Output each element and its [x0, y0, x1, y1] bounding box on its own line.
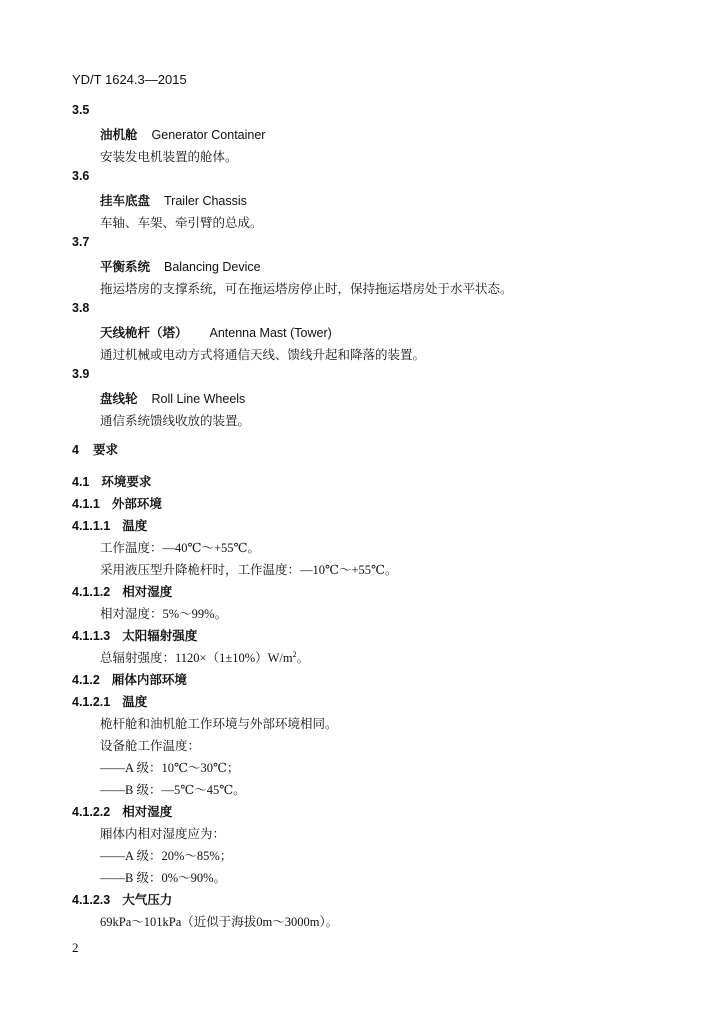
term-en: Generator Container [151, 128, 266, 142]
term-definition: 车轴、车架、牵引臂的总成。 [100, 216, 263, 230]
paragraph: 采用液压型升降桅杆时，工作温度：—10℃～+55℃。 [100, 563, 398, 577]
term-title [100, 257, 261, 275]
term-title [100, 191, 247, 209]
section-heading: 4.1 环境要求 [72, 474, 152, 489]
list-item: ——A 级：20%～85%； [100, 849, 233, 863]
paragraph: 工作温度：—40℃～+55℃。 [100, 541, 261, 555]
term-number: 3.5 [72, 103, 90, 117]
term-definition: 通过机械或电动方式将通信天线、馈线升起和降落的装置。 [100, 348, 426, 362]
term-definition: 安装发电机装置的舱体。 [100, 150, 238, 164]
term-title [100, 389, 245, 407]
paragraph: 厢体内相对湿度应为： [100, 827, 226, 841]
term-number: 3.7 [72, 235, 90, 249]
page-number: 2 [72, 940, 79, 955]
section-heading: 4.1.2 厢体内部环境 [72, 672, 187, 687]
term-cn: 油机舱 [100, 127, 138, 142]
term-en: Antenna Mast (Tower) [209, 326, 332, 340]
paragraph: 相对湿度：5%～99%。 [100, 607, 228, 621]
term-cn: 天线桅杆（塔） [100, 325, 188, 340]
term-title [100, 323, 332, 341]
section-heading: 4.1.2.3 大气压力 [72, 892, 173, 907]
document-id: YD/T 1624.3—2015 [72, 72, 187, 87]
term-en: Balancing Device [164, 260, 261, 274]
term-number: 3.9 [72, 367, 90, 381]
section-heading: 4.1.1 外部环境 [72, 496, 162, 511]
section-heading: 4 要求 [72, 442, 118, 457]
section-heading: 4.1.1.3 太阳辐射强度 [72, 628, 198, 643]
term-en: Roll Line Wheels [151, 392, 246, 406]
section-heading: 4.1.2.1 温度 [72, 694, 148, 709]
list-item: ——B 级：0%～90%。 [100, 871, 227, 885]
section-heading: 4.1.1.1 温度 [72, 518, 148, 533]
list-item: ——A 级：10℃～30℃； [100, 761, 240, 775]
term-title [100, 125, 265, 143]
paragraph: 桅杆舱和油机舱工作环境与外部环境相同。 [100, 717, 338, 731]
term-en: Trailer Chassis [164, 194, 247, 208]
section-heading: 4.1.1.2 相对湿度 [72, 584, 173, 599]
term-cn: 挂车底盘 [100, 193, 151, 208]
term-definition: 通信系统馈线收放的装置。 [100, 414, 251, 428]
term-cn: 平衡系统 [100, 259, 151, 274]
term-number: 3.8 [72, 301, 90, 315]
paragraph: 总辐射强度：$1120\times(1\pm 10\%)W/m^2$。 [100, 649, 310, 665]
term-number: 3.6 [72, 169, 90, 183]
list-item: ——B 级：—5℃～45℃。 [100, 783, 246, 797]
term-cn: 盘线轮 [100, 391, 138, 406]
term-definition: 拖运塔房的支撑系统，可在拖运塔房停止时，保持拖运塔房处于水平状态。 [100, 282, 513, 296]
paragraph: 69kPa～101kPa（近似于海拔0m～3000m）。 [100, 915, 339, 929]
paragraph: 设备舱工作温度： [100, 739, 201, 753]
section-heading: 4.1.2.2 相对湿度 [72, 804, 173, 819]
